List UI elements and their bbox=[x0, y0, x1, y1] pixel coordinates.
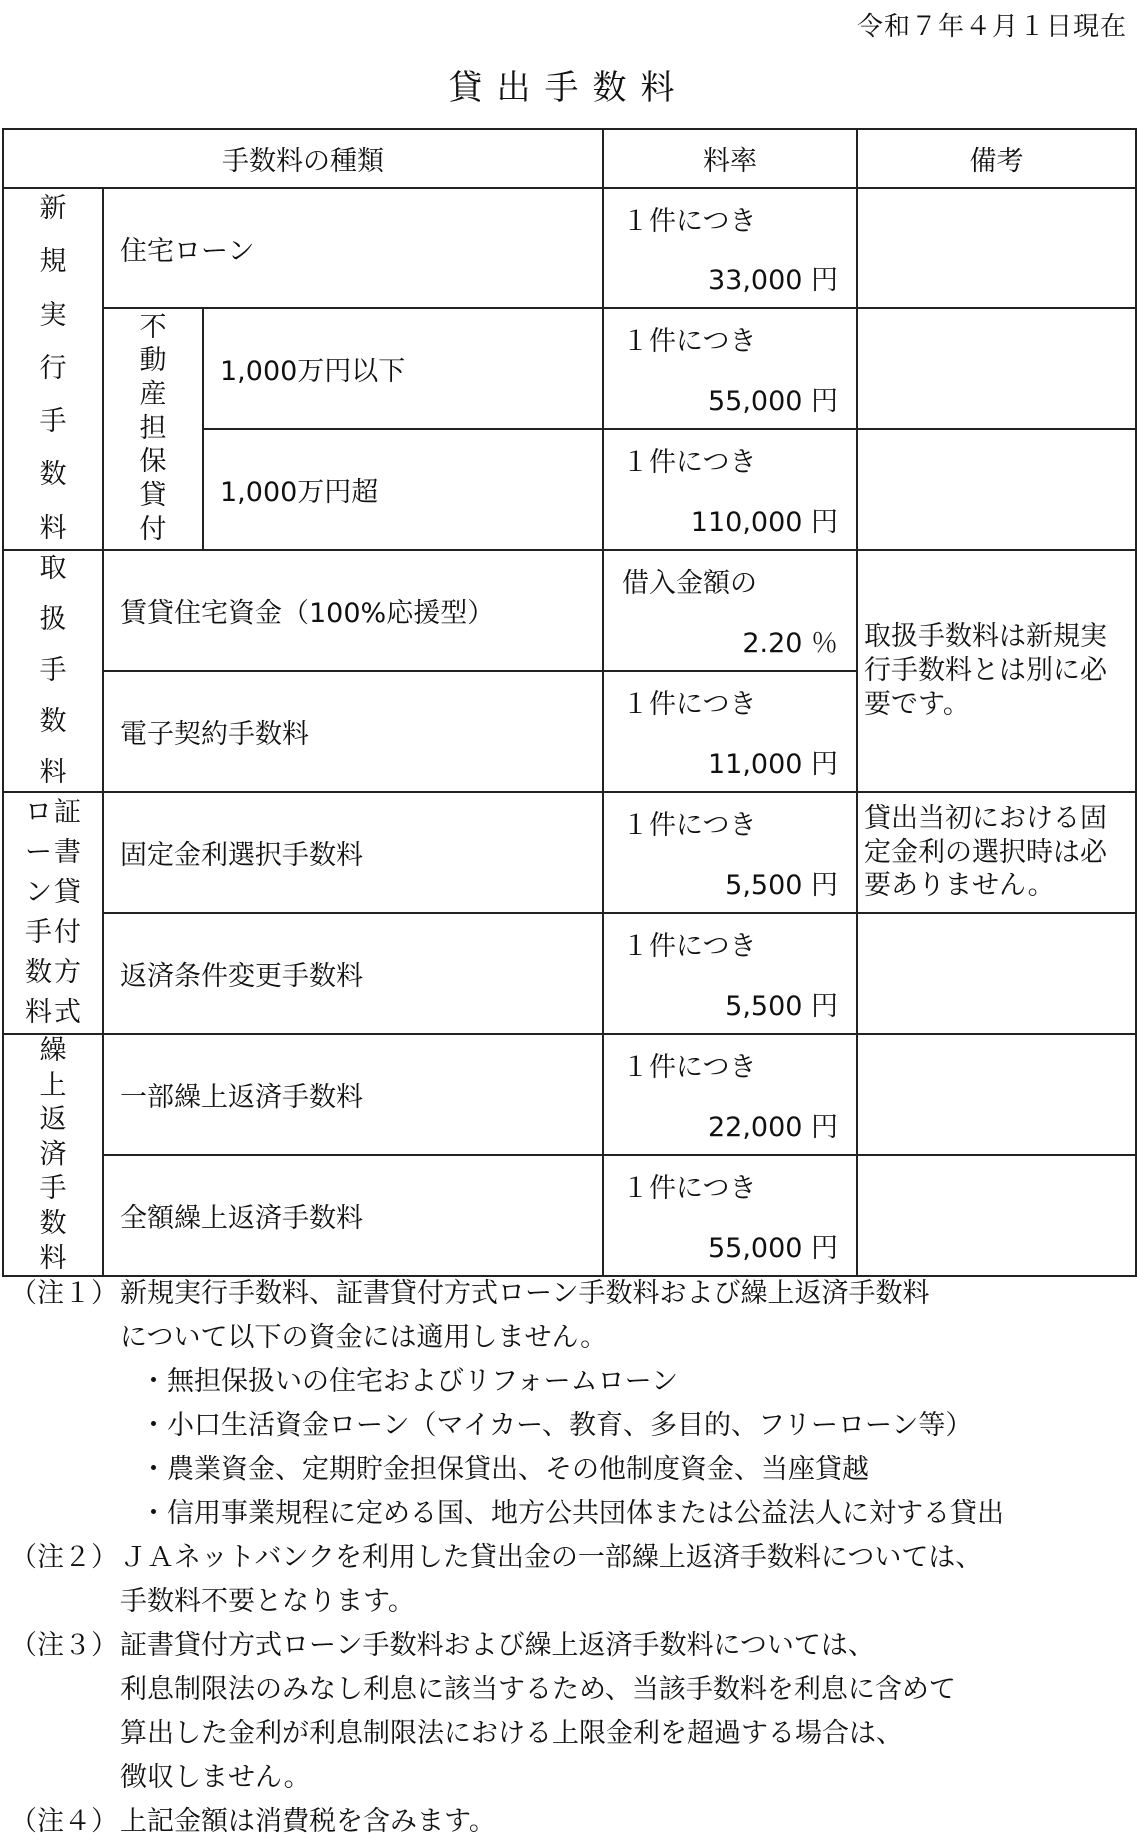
group-deed-loan: ロ ー ン 手 数 料 証 書 貸 付 方 式 bbox=[3, 792, 103, 1034]
list-item: ・小口生活資金ローン（マイカー、教育、多目的、フリーローン等） bbox=[140, 1410, 973, 1441]
table-header-row bbox=[3, 129, 1136, 188]
note-1: （注１） 新規実行手数料、証書貸付方式ローン手数料および繰上返済手数料 bbox=[10, 1278, 930, 1309]
page-title: 貸出手数料 bbox=[448, 68, 689, 108]
table-row bbox=[3, 308, 1136, 429]
table-row bbox=[3, 792, 1136, 913]
rate-cell: １件につき 22,000 円 bbox=[603, 1034, 857, 1155]
note-3: （注３） 証書貸付方式ローン手数料および繰上返済手数料については、 bbox=[10, 1630, 875, 1661]
remarks-cell: 貸出当初における固定金利の選択時は必要ありません。 bbox=[857, 792, 1136, 913]
row-name: 全額繰上返済手数料 bbox=[103, 1155, 603, 1276]
header-kind: 手数料の種類 bbox=[3, 129, 603, 188]
table-row bbox=[3, 913, 1136, 1034]
rate-cell: １件につき 33,000 円 bbox=[603, 188, 857, 308]
table-row bbox=[3, 550, 1136, 671]
rate-cell: １件につき 110,000 円 bbox=[603, 429, 857, 550]
remarks-cell: 取扱手数料は新規実行手数料とは別に必要です。 bbox=[857, 550, 1136, 792]
row-name: 一部繰上返済手数料 bbox=[103, 1034, 603, 1155]
note-2: （注２） ＪＡネットバンクを利用した貸出金の一部繰上返済手数料については、 bbox=[10, 1542, 983, 1573]
remarks-cell bbox=[857, 188, 1136, 308]
row-name: 1,000万円超 bbox=[203, 429, 603, 550]
table-row bbox=[3, 1034, 1136, 1155]
group-handling: 取 扱 手 数 料 bbox=[3, 550, 103, 792]
notes-section: （注１） 新規実行手数料、証書貸付方式ローン手数料および繰上返済手数料 について以下の資金には適用しません。 ・無担保扱いの住宅およびリフォームローン ・小口生活資金ローン（マイカー、教育、多目的、フリーローン等） ・農業資金、定期貯金担保貸出、その他制度資金、当座貸越 ・信用事業規程に定める国、地方公共団体または公益法人に対する貸出 （注２） ＪＡネットバンクを利用した貸出金の一部繰上返済手数料については、 手数料不要となります。 （注３） 証書貸付方式ローン手数料および繰上返済手数料については、 利息制限法のみなし利息に該当するため、当該手数料を利息に含めて 算出した金利が利息制限法における上限金利を超過する場合は、 徴収しません。 （注４） 上記金額は消費税を含みます。 bbox=[10, 1272, 1130, 1844]
header-remarks: 備考 bbox=[857, 129, 1136, 188]
table-row bbox=[3, 1155, 1136, 1276]
list-item: ・農業資金、定期貯金担保貸出、その他制度資金、当座貸越 bbox=[140, 1454, 869, 1485]
fee-table bbox=[2, 128, 1137, 1277]
row-name: 電子契約手数料 bbox=[103, 671, 603, 792]
row-name: 賃貸住宅資金（100%応援型） bbox=[103, 550, 603, 671]
rate-cell: １件につき 11,000 円 bbox=[603, 671, 857, 792]
group-prepayment: 繰 上 返 済 手 数 料 bbox=[3, 1034, 103, 1276]
rate-cell: １件につき 55,000 円 bbox=[603, 308, 857, 429]
group-real-estate-secured: 不 動 産 担 保 貸 付 bbox=[103, 308, 203, 550]
rate-cell: １件につき 5,500 円 bbox=[603, 913, 857, 1034]
row-name: 返済条件変更手数料 bbox=[103, 913, 603, 1034]
rate-cell: 借入金額の 2.20 ％ bbox=[603, 550, 857, 671]
row-name: 1,000万円以下 bbox=[203, 308, 603, 429]
remarks-cell bbox=[857, 429, 1136, 550]
remarks-cell bbox=[857, 913, 1136, 1034]
note-4: （注４） 上記金額は消費税を含みます。 bbox=[10, 1806, 496, 1837]
list-item: ・無担保扱いの住宅およびリフォームローン bbox=[140, 1366, 679, 1397]
row-name: 住宅ローン bbox=[103, 188, 603, 308]
table-row bbox=[3, 188, 1136, 308]
list-item: ・信用事業規程に定める国、地方公共団体または公益法人に対する貸出 bbox=[140, 1498, 1004, 1529]
rate-cell: １件につき 5,500 円 bbox=[603, 792, 857, 913]
group-new-execution: 新 規 実 行 手 数 料 bbox=[3, 188, 103, 550]
remarks-cell bbox=[857, 308, 1136, 429]
remarks-cell bbox=[857, 1034, 1136, 1155]
effective-date: 令和７年４月１日現在 bbox=[856, 12, 1127, 42]
header-rate: 料率 bbox=[603, 129, 857, 188]
rate-cell: １件につき 55,000 円 bbox=[603, 1155, 857, 1276]
remarks-cell bbox=[857, 1155, 1136, 1276]
row-name: 固定金利選択手数料 bbox=[103, 792, 603, 913]
